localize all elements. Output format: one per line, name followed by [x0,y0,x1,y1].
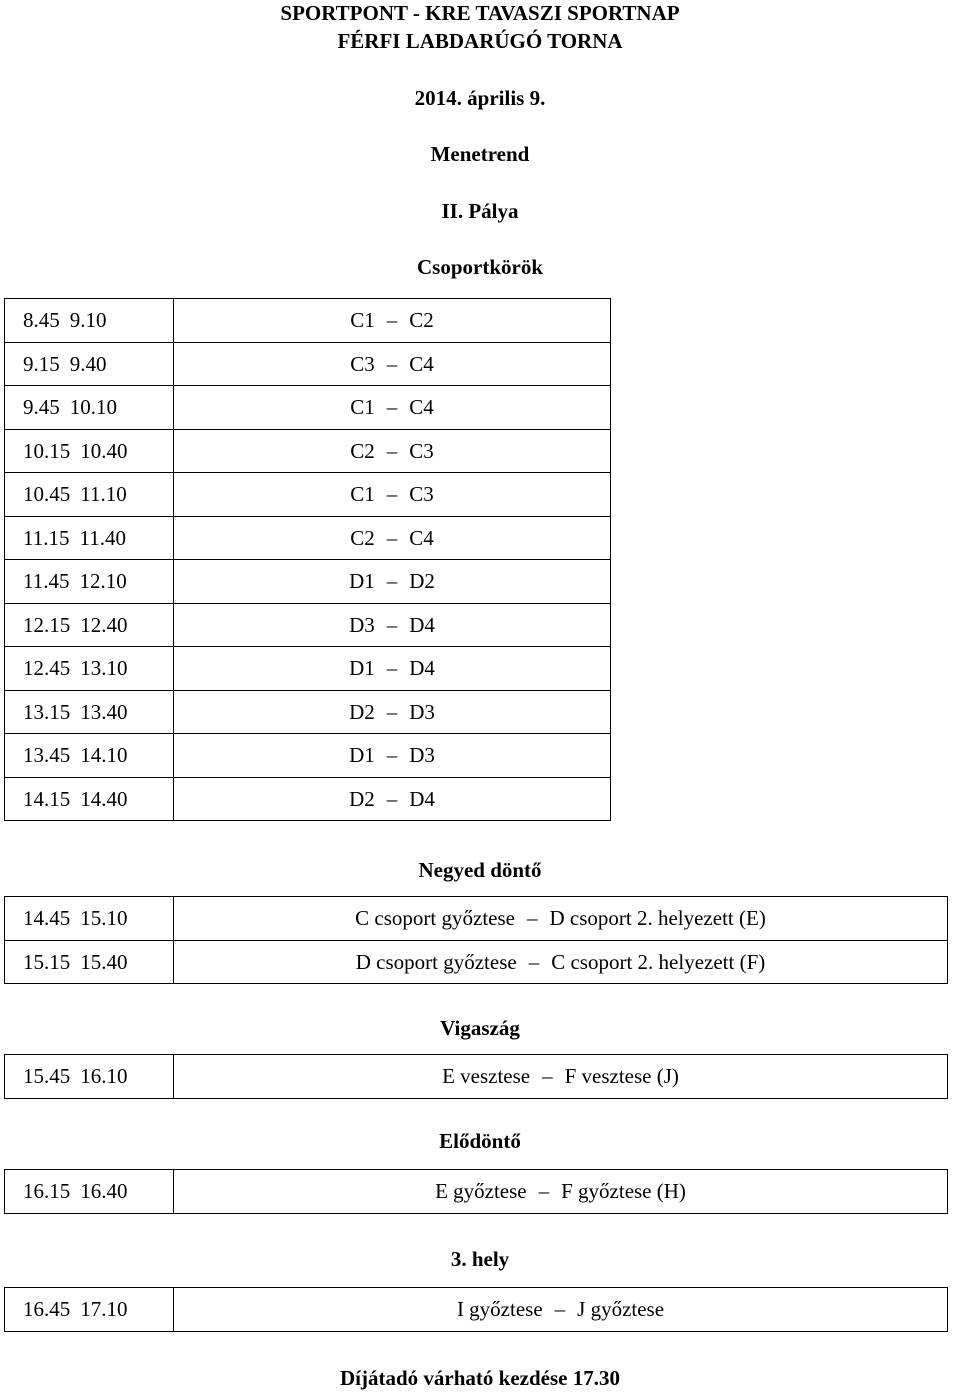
end-time: 13.10 [80,656,128,681]
schedule-row [5,1170,948,1214]
schedule-row [5,429,611,473]
time-cell [5,1170,174,1214]
start-time: 16.15 [23,1179,71,1204]
home-team: C2 [350,525,375,550]
away-team: C3 [409,482,434,507]
consolation-heading: Vigaszág [440,1016,520,1040]
schedule-row [5,516,611,560]
away-team: F vesztese (J) [564,1064,679,1089]
away-team: D2 [409,569,435,594]
dash-separator: – [386,525,398,550]
match-cell [174,560,611,604]
away-team: C csoport 2. helyezett (F) [551,949,766,974]
time-cell [5,647,174,691]
start-time: 13.45 [23,743,71,768]
quarter-final-heading: Negyed döntő [418,858,542,882]
match-cell [174,647,611,691]
dash-separator: – [554,1297,566,1322]
end-time: 10.40 [80,438,128,463]
dash-separator: – [386,395,398,420]
time-cell [5,473,174,517]
end-time: 16.10 [80,1064,128,1089]
ceremony-note: Díjátadó várható kezdése 17.30 [340,1366,620,1390]
match-cell [174,386,611,430]
start-time: 15.15 [23,949,71,974]
away-team: D4 [409,612,435,637]
schedule-row [5,777,611,821]
away-team: D csoport 2. helyezett (E) [549,906,766,931]
schedule-row [5,734,611,778]
match-cell [174,603,611,647]
schedule-label: Menetrend [430,142,530,166]
home-team: I győztese [456,1297,543,1322]
title-line-1: SPORTPONT - KRE TAVASZI SPORTNAP [280,1,680,25]
end-time: 11.40 [79,525,126,550]
schedule-row [5,560,611,604]
start-time: 10.15 [23,438,71,463]
third-place-table [4,1287,948,1332]
group-stage-heading: Csoportkörök [416,255,543,279]
start-time: 9.45 [23,395,60,420]
start-time: 12.15 [23,612,71,637]
time-cell [5,1055,174,1099]
end-time: 17.10 [80,1297,128,1322]
away-team: D4 [409,656,435,681]
match-cell [174,1055,948,1099]
schedule-row [5,299,611,343]
start-time: 10.45 [23,482,71,507]
start-time: 11.45 [23,569,70,594]
event-date: 2014. április 9. [414,86,546,110]
home-team: C1 [350,395,375,420]
time-cell [5,734,174,778]
schedule-row [5,1055,948,1099]
time-cell [5,516,174,560]
home-team: C1 [350,308,375,333]
match-cell [174,734,611,778]
end-time: 15.40 [80,949,128,974]
home-team: C1 [350,482,375,507]
schedule-row [5,473,611,517]
end-time: 14.10 [80,743,128,768]
end-time: 9.40 [69,351,107,376]
home-team: D csoport győztese [355,949,517,974]
home-team: E győztese [435,1179,527,1204]
match-cell [174,897,948,941]
away-team: C4 [409,525,434,550]
dash-separator: – [386,699,398,724]
end-time: 13.40 [80,699,128,724]
end-time: 9.10 [69,308,107,333]
start-time: 15.45 [23,1064,71,1089]
dash-separator: – [386,569,398,594]
match-cell [174,1170,948,1214]
time-cell [5,429,174,473]
schedule-row [5,690,611,734]
home-team: D3 [349,612,375,637]
dash-separator: – [386,656,398,681]
time-cell [5,1288,174,1332]
end-time: 11.10 [80,482,127,507]
end-time: 14.40 [80,786,128,811]
semi-final-heading: Elődöntő [439,1129,521,1153]
time-cell [5,342,174,386]
home-team: E vesztese [442,1064,531,1089]
dash-separator: – [538,1179,550,1204]
semi-final-table [4,1169,948,1214]
time-cell [5,603,174,647]
away-team: J győztese [577,1297,665,1322]
time-cell [5,897,174,941]
end-time: 15.10 [80,906,128,931]
dash-separator: – [386,612,398,637]
time-cell [5,299,174,343]
match-cell [174,940,948,984]
group-stage-table [4,298,611,821]
end-time: 16.40 [80,1179,128,1204]
match-cell [174,777,611,821]
dash-separator: – [386,438,398,463]
match-cell [174,516,611,560]
quarter-final-table [4,896,948,984]
end-time: 10.10 [69,395,117,420]
match-cell [174,342,611,386]
away-team: C3 [409,438,434,463]
away-team: D4 [409,786,435,811]
home-team: D1 [349,569,375,594]
end-time: 12.40 [80,612,128,637]
time-cell [5,690,174,734]
home-team: C2 [350,438,375,463]
match-cell [174,429,611,473]
dash-separator: – [386,482,398,507]
dash-separator: – [528,949,540,974]
away-team: C4 [409,351,434,376]
start-time: 14.15 [23,786,71,811]
dash-separator: – [542,1064,553,1089]
start-time: 13.15 [23,699,71,724]
schedule-row [5,603,611,647]
schedule-row [5,897,948,941]
start-time: 14.45 [23,906,71,931]
match-cell [174,690,611,734]
dash-separator: – [526,906,538,931]
schedule-row [5,386,611,430]
schedule-row [5,342,611,386]
home-team: C csoport győztese [355,906,515,931]
start-time: 9.15 [23,351,60,376]
pitch-label: II. Pálya [441,199,519,223]
time-cell [5,386,174,430]
dash-separator: – [386,351,398,376]
consolation-table [4,1054,948,1099]
home-team: D2 [349,786,375,811]
dash-separator: – [386,743,398,768]
start-time: 8.45 [23,308,60,333]
start-time: 11.15 [23,525,70,550]
start-time: 16.45 [23,1297,71,1322]
match-cell [174,1288,948,1332]
match-cell [174,299,611,343]
time-cell [5,940,174,984]
away-team: C4 [409,395,434,420]
home-team: D2 [349,699,375,724]
away-team: D3 [409,743,435,768]
away-team: D3 [409,699,435,724]
away-team: C2 [409,308,434,333]
away-team: F győztese (H) [561,1179,686,1204]
time-cell [5,777,174,821]
home-team: D1 [349,656,375,681]
dash-separator: – [386,308,398,333]
home-team: D1 [349,743,375,768]
home-team: C3 [350,351,375,376]
time-cell [5,560,174,604]
schedule-row [5,647,611,691]
title-line-2: FÉRFI LABDARÚGÓ TORNA [337,29,623,53]
end-time: 12.10 [79,569,127,594]
schedule-row [5,940,948,984]
schedule-row [5,1288,948,1332]
match-cell [174,473,611,517]
third-place-heading: 3. hely [450,1247,510,1271]
start-time: 12.45 [23,656,71,681]
dash-separator: – [386,786,398,811]
